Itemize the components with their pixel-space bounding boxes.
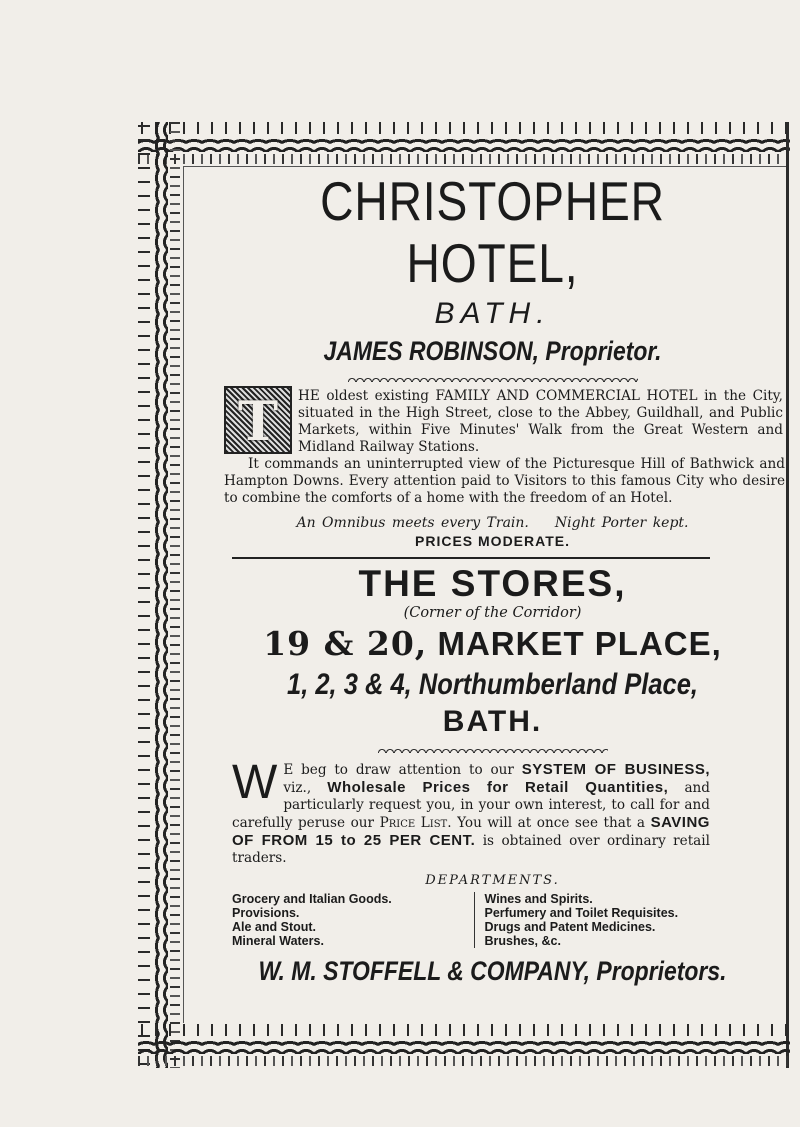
- prices-moderate: PRICES MODERATE.: [415, 533, 570, 549]
- market-number: 19 & 20,: [263, 624, 428, 663]
- omnibus-line: [200, 515, 785, 531]
- stores-intro: E beg to draw attention to our: [283, 762, 514, 778]
- night-porter-text: Night Porter kept.: [554, 515, 689, 531]
- system-of-business: SYSTEM OF BUSINESS,: [521, 761, 710, 778]
- department-item: Ale and Stout.: [232, 920, 317, 934]
- department-item: Mineral Waters.: [232, 934, 324, 948]
- stores-market-place: [200, 625, 785, 663]
- market-text: MARKET PLACE,: [437, 625, 722, 662]
- stores-mid2: You will at once see that a: [457, 815, 646, 831]
- ornamental-border-left: [138, 122, 182, 1068]
- stores-corner: (Corner of the Corridor): [403, 605, 582, 621]
- drop-cap-w: W: [232, 756, 278, 809]
- price-list: Price List.: [379, 815, 452, 831]
- departments-right-column: [474, 892, 723, 948]
- stores-end: is obtained over ordinary retail traders.: [232, 833, 710, 866]
- stores-description: [232, 756, 710, 867]
- ornamental-border-bottom: [138, 1024, 790, 1068]
- stores-bath: BATH.: [442, 705, 543, 738]
- omnibus-text: An Omnibus meets every Train.: [296, 515, 529, 531]
- hotel-advertisement: [200, 170, 785, 549]
- hotel-view-description: It commands an uninterrupted view of the Picturesque Hill of Bathwick and Hampton Downs. Every attention paid to Visitors to this famous City who desire to combine the comforts of a home with the freedom of an Hotel.: [224, 456, 785, 506]
- department-item: Drugs and Patent Medicines.: [484, 920, 656, 934]
- departments-title: DEPARTMENTS.: [425, 873, 560, 888]
- stores-title: THE STORES,: [358, 563, 627, 604]
- department-item: Wines and Spirits.: [484, 892, 593, 906]
- wholesale-prices: Wholesale Prices for Retail Quantities,: [327, 779, 669, 796]
- stores-proprietors: W. M. STOFFELL & COMPANY, Proprietors.: [258, 956, 727, 986]
- departments-list: [232, 892, 722, 948]
- ornamental-border-top: [138, 122, 790, 166]
- stores-advertisement: [200, 563, 785, 988]
- advertisement-content: [200, 170, 785, 988]
- hotel-description: HE oldest existing FAMILY AND COMMERCIAL HOTEL in the City, situated in the High Street, close to the Abbey, Guildhall, and Public Markets, within Five Minutes' Walk from the Great Western and Midland Railway Stations.: [298, 388, 783, 455]
- wavy-divider-2: [378, 745, 608, 753]
- wavy-divider: [348, 374, 638, 382]
- saving-text: SAVING OF FROM 15 to 25 PER CENT.: [232, 814, 710, 849]
- hotel-city: BATH.: [434, 297, 551, 330]
- viz-text: viz.,: [283, 780, 312, 796]
- department-item: Perfumery and Toilet Requisites.: [484, 906, 679, 920]
- department-item: Brushes, &c.: [484, 934, 561, 948]
- drop-cap-letter: T: [237, 389, 279, 453]
- stores-northumberland: 1, 2, 3 & 4, Northumberland Place,: [287, 668, 698, 701]
- hotel-name: CHRISTOPHER HOTEL,: [320, 170, 665, 294]
- stores-mid1: and particularly request you, in your own interest, to call for and carefully peruse our: [232, 780, 710, 831]
- drop-cap-box: [224, 386, 292, 454]
- department-item: Grocery and Italian Goods.: [232, 892, 392, 906]
- section-rule: [232, 557, 710, 559]
- border-right-line: [786, 122, 789, 1068]
- hotel-proprietor: JAMES ROBINSON, Proprietor.: [323, 336, 662, 366]
- departments-left-column: [232, 892, 470, 948]
- department-item: Provisions.: [232, 906, 300, 920]
